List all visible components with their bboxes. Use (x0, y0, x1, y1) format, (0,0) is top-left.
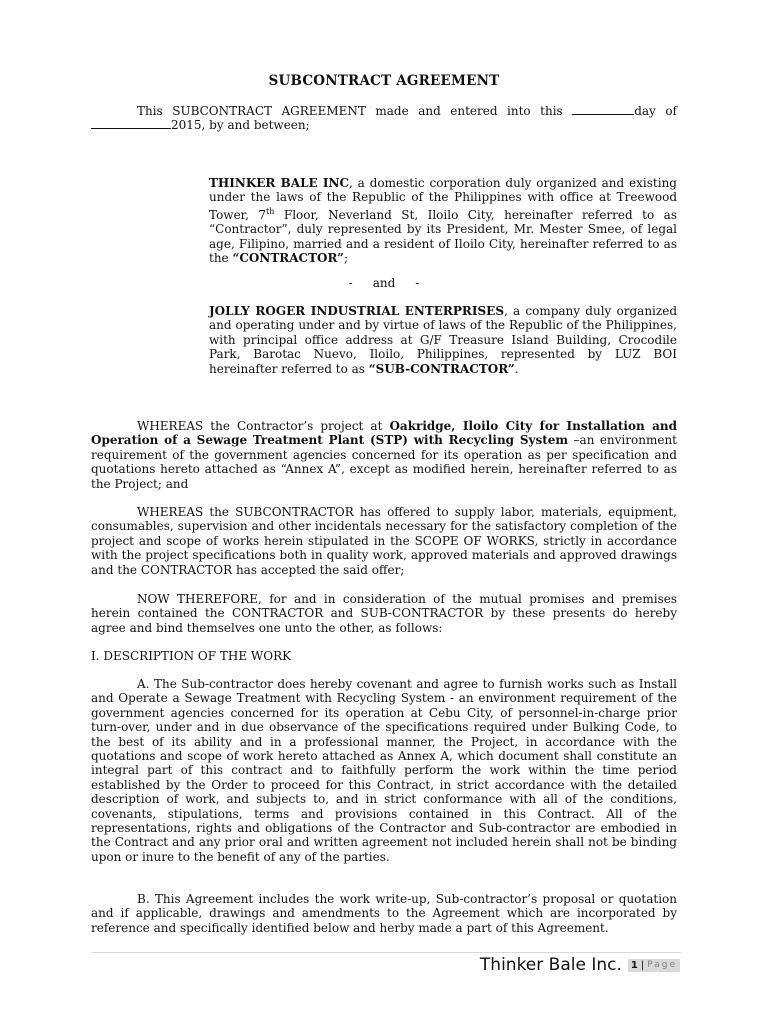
party-subcontractor (209, 304, 677, 376)
and-word: and (372, 276, 396, 290)
floor-suffix: th (266, 206, 275, 216)
month-blank (91, 118, 171, 129)
page-number-box (628, 959, 680, 972)
paragraph-a-text: A. The Sub-contractor does hereby covenant and agree to furnish works such as Install and Operate a Sewage Treatment with Recycling System - an environment requirement of the government agencies concerned for its operation at Cebu City, of personnel-in-charge prior turn-over, under and in due observance of the specifications required under Bulking Code, to the best of its ability and in a professional manner, the Project, in accordance with the quotations and scope of work hereto attached as Annex A, which document shall constitute an integral part of this contract and to faithfully perform the work within the time period established by the Order to proceed for this Contract, in strict accordance with the detailed description of work, and subjects to, and in strict conformance with all of the conditions, covenants, stipulations, terms and provisions contained in this Contract. All of the representations, rights and obligations of the Contractor and Sub-contractor are embodied in the Contract and any prior oral and written agreement not included herein shall not be binding upon or inure to the benefit of any of the parties. (91, 677, 677, 864)
subcontractor-role: “SUB-CONTRACTOR” (368, 361, 515, 376)
whereas2-text: WHEREAS the SUBCONTRACTOR has offered to supply labor, materials, equipment, consumables, supervision and other incidentals necessary for the satisfactory completion of the project and scope of works herein stipulated in the SCOPE OF WORKS, strictly in accordance with the project specifications both in quality work, approved materials and approved drawings and the CONTRACTOR has accepted the said offer; (91, 505, 677, 577)
party-contractor (209, 176, 677, 265)
intro-text-a: This SUBCONTRACT AGREEMENT made and entered into this (137, 104, 573, 118)
subcontractor-text: , a company duly organized and operating under and by virtue of laws of the Republic of the Philippines, with principal office address at G/F Treasure Island Building, Crocodile Park, Barotac Nuevo, Iloilo, Philippines, represented by LUZ BOI hereinafter referred to as (209, 304, 677, 376)
page-number: 1 (630, 959, 638, 971)
contractor-role: “CONTRACTOR” (232, 251, 344, 266)
project-name: Oakridge, Iloilo City for Installation and Operation of a Sewage Treatment Plant (STP) with Recycling System (91, 419, 677, 448)
now-therefore-text: NOW THEREFORE, for and in consideration of the mutual promises and premises herein contained the CONTRACTOR and SUB-CONTRACTOR by these presents do hereby agree and bind themselves one unto the other, as follows: (91, 592, 677, 635)
paragraph-a (91, 677, 677, 864)
footer-divider (91, 952, 681, 953)
contractor-text-1: , a domestic corporation duly organized and existing under the laws of the Republic of the Philippines with office at Treewood Tower, 7 (209, 176, 677, 222)
and-dash-left: - (348, 276, 353, 290)
page-label: Page (647, 960, 677, 970)
now-therefore (91, 592, 677, 635)
and-dash-right: - (415, 276, 420, 290)
section-heading (91, 649, 677, 663)
intro-paragraph (91, 104, 677, 133)
subcontractor-name: JOLLY ROGER INDUSTRIAL ENTERPRISES (209, 304, 504, 318)
whereas1-text-a: WHEREAS the Contractor’s project at (137, 419, 390, 433)
page-title: SUBCONTRACT AGREEMENT (268, 73, 500, 89)
whereas-1 (91, 419, 677, 491)
page-separator: | (640, 959, 645, 971)
contractor-text-2: Floor, Neverland St, Iloilo City, hereinafter referred to as “Contractor”, duly represented by its President, Mr. Mester Smee, of legal age, Filipino, married and a resident of Iloilo City, hereinafter referred to as the (209, 207, 677, 266)
footer-company: Thinker Bale Inc. (479, 955, 622, 975)
section-1-heading: I. DESCRIPTION OF THE WORK (91, 649, 292, 663)
paragraph-b-text: B. This Agreement includes the work write-up, Sub-contractor’s proposal or quotation and if applicable, drawings and amendments to the Agreement which are incorporated by reference and specifically identified below and herby made a part of this Agreement. (91, 892, 677, 935)
paragraph-b (91, 892, 677, 935)
intro-text-c: 2015, by and between; (171, 118, 310, 133)
contractor-end: ; (343, 251, 348, 266)
whereas1-text-b: –an environment requirement of the government agencies concerned for its operation as per specification and quotations hereto attached as “Annex A”, except as modified herein, hereinafter referred to as the Project; and (91, 433, 677, 491)
whereas-2 (91, 505, 677, 577)
contractor-name: THINKER BALE INC (209, 176, 350, 190)
page-footer (480, 955, 680, 975)
subcontractor-end: . (514, 361, 519, 376)
and-separator (0, 276, 768, 290)
day-blank (572, 104, 634, 115)
intro-text-b: day of (634, 104, 677, 118)
